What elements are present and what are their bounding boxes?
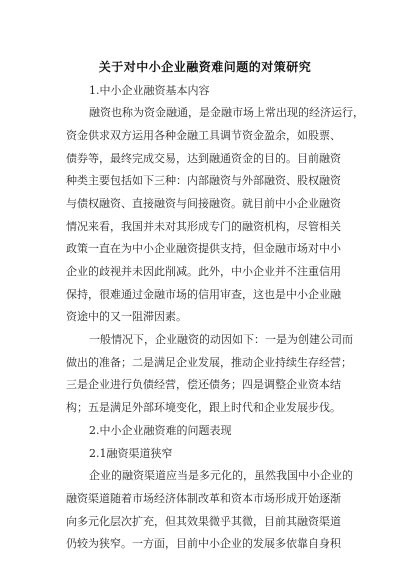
paragraph-line: 企业的歧视并未因此削减。此外，中小企业并不注重信用	[66, 265, 341, 278]
paragraph-line: 做出的准备；二是满足企业发展，推动企业持续生存经营；	[66, 356, 352, 369]
paragraph-line: 种类主要包括如下三种：内部融资与外部融资、股权融资	[66, 174, 341, 187]
paragraph-line: 保持，很难通过金融市场的信用审查，这也是中小企业融	[66, 288, 341, 301]
paragraph-line: 仍较为狭窄。一方面，目前中小企业的发展多依靠自身积	[66, 537, 341, 550]
paragraph-line: 构；五是满足外部环境变化，跟上时代和企业发展步伐。	[66, 401, 341, 414]
paragraph-line: 情况来看，我国并未对其形成专门的融资机构，尽管相关	[66, 220, 341, 233]
document-title: 关于对中小企业融资难问题的对策研究	[98, 60, 312, 74]
paragraph-line: 融资渠道随着市场经济体制改革和资本市场形成开始逐渐	[66, 492, 341, 505]
section-heading-1: 1.中小企业融资基本内容	[89, 84, 210, 97]
paragraph-line: 一般情况下，企业融资的动因如下：一是为创建公司而	[89, 333, 353, 346]
paragraph-line: 三是企业进行负债经营，偿还债务；四是调整企业资本结	[66, 378, 341, 391]
paragraph-line: 政策一直在为中小企业融资提供支持，但金融市场对中小	[66, 242, 341, 255]
paragraph-line: 资金供求双方运用各种金融工具调节资金盈余，如股票、	[66, 129, 341, 142]
subsection-heading-2-1: 2.1融资渠道狭窄	[89, 447, 173, 460]
section-heading-2: 2.中小企业融资难的问题表现	[89, 424, 232, 437]
paragraph-line: 资途中的又一阻滞因素。	[66, 310, 187, 323]
paragraph-line: 企业的融资渠道应当是多元化的，虽然我国中小企业的	[89, 469, 353, 482]
paragraph-line: 与债权融资、直接融资与间接融资。就目前中小企业融资	[66, 197, 341, 210]
paragraph-line: 向多元化层次扩充，但其效果微乎其微，目前其融资渠道	[66, 515, 341, 528]
paragraph-line: 融资也称为资金融通，是金融市场上常出现的经济运行，	[89, 106, 364, 119]
paragraph-line: 债券等，最终完成交易，达到融通资金的目的。目前融资	[66, 152, 341, 165]
